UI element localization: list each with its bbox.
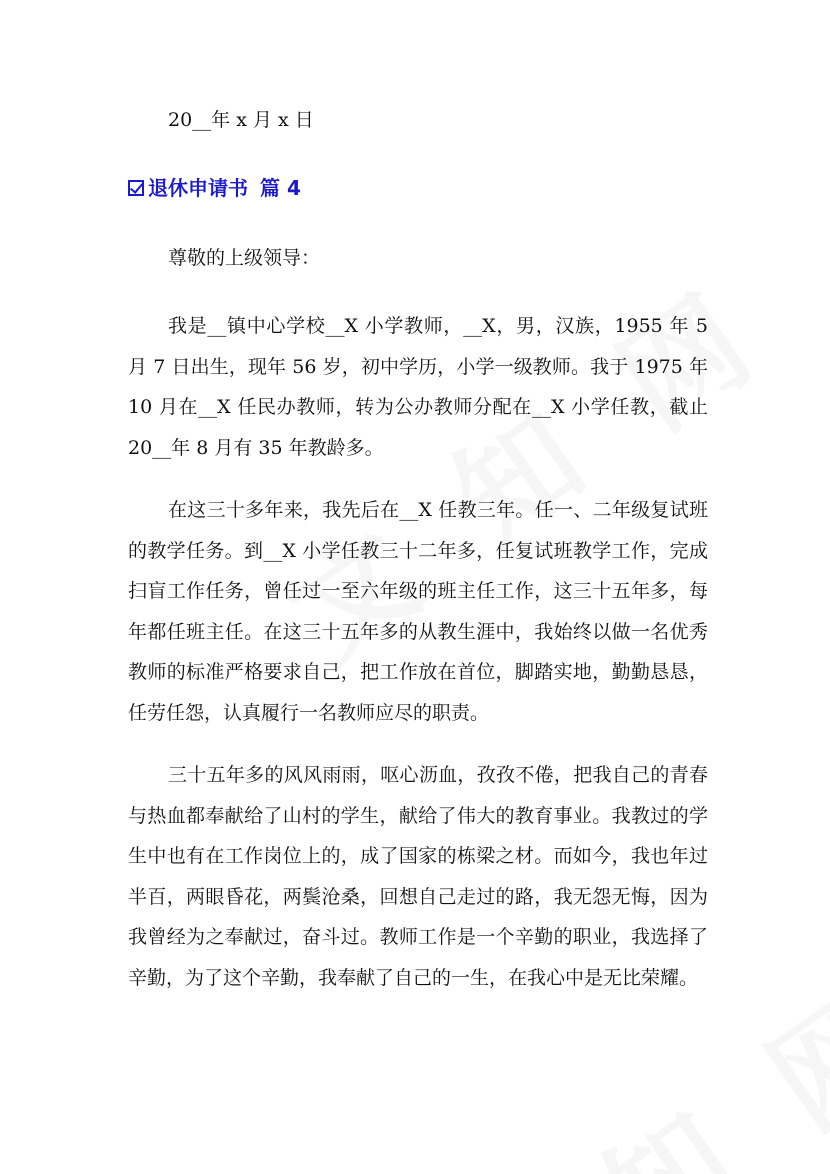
checkbox-checked-icon	[128, 180, 144, 196]
date-line: 20__年 x 月 x 日	[168, 109, 314, 131]
section-number: 篇 4	[260, 176, 301, 200]
document-body	[128, 100, 708, 998]
salutation: 尊敬的上级领导：	[168, 247, 321, 269]
paragraph: 三十五年多的风风雨雨，呕心沥血，孜孜不倦，把我自己的青春与热血都奉献给了山村的学生，献给了伟大的教育事业。我教过的学生中也有在工作岗位上的，成了国家的栋梁之材。而如今，我也年过半百，两眼昏花，两鬓沧桑，回想自己走过的路，我无怨无悔，因为我曾经为之奉献过，奋斗过。教师工作是一个辛勤的职业，我选择了辛勤，为了这个辛勤，我奉献了自己的一生，在我心中是无比荣耀。	[128, 764, 708, 989]
paragraph: 我是__镇中心学校__X 小学教师，__X，男，汉族，1955 年 5 月 7 日出生，现年 56 岁，初中学历，小学一级教师。我于 1975 年 10 月在__X 任民办教师，转为公办教师分配在__X 小学任教，截止 20__年 8 月有 35 年教龄多。	[128, 315, 708, 459]
section-heading	[128, 168, 708, 208]
paragraph: 在这三十多年来，我先后在__X 任教三年。任一、二年级复试班的教学任务。到__X 小学任教三十二年多，任复试班教学工作，完成扫盲工作任务，曾任过一至六年级的班主任工作，这三十五年多，每年都任班主任。在这三十五年多的从教生涯中，我始终以做一名优秀教师的标准严格要求自己，把工作放在首位，脚踏实地，勤勤恳恳，任劳任怨，认真履行一名教师应尽的职责。	[128, 499, 708, 724]
section-title-text: 退休申请书	[148, 176, 248, 200]
